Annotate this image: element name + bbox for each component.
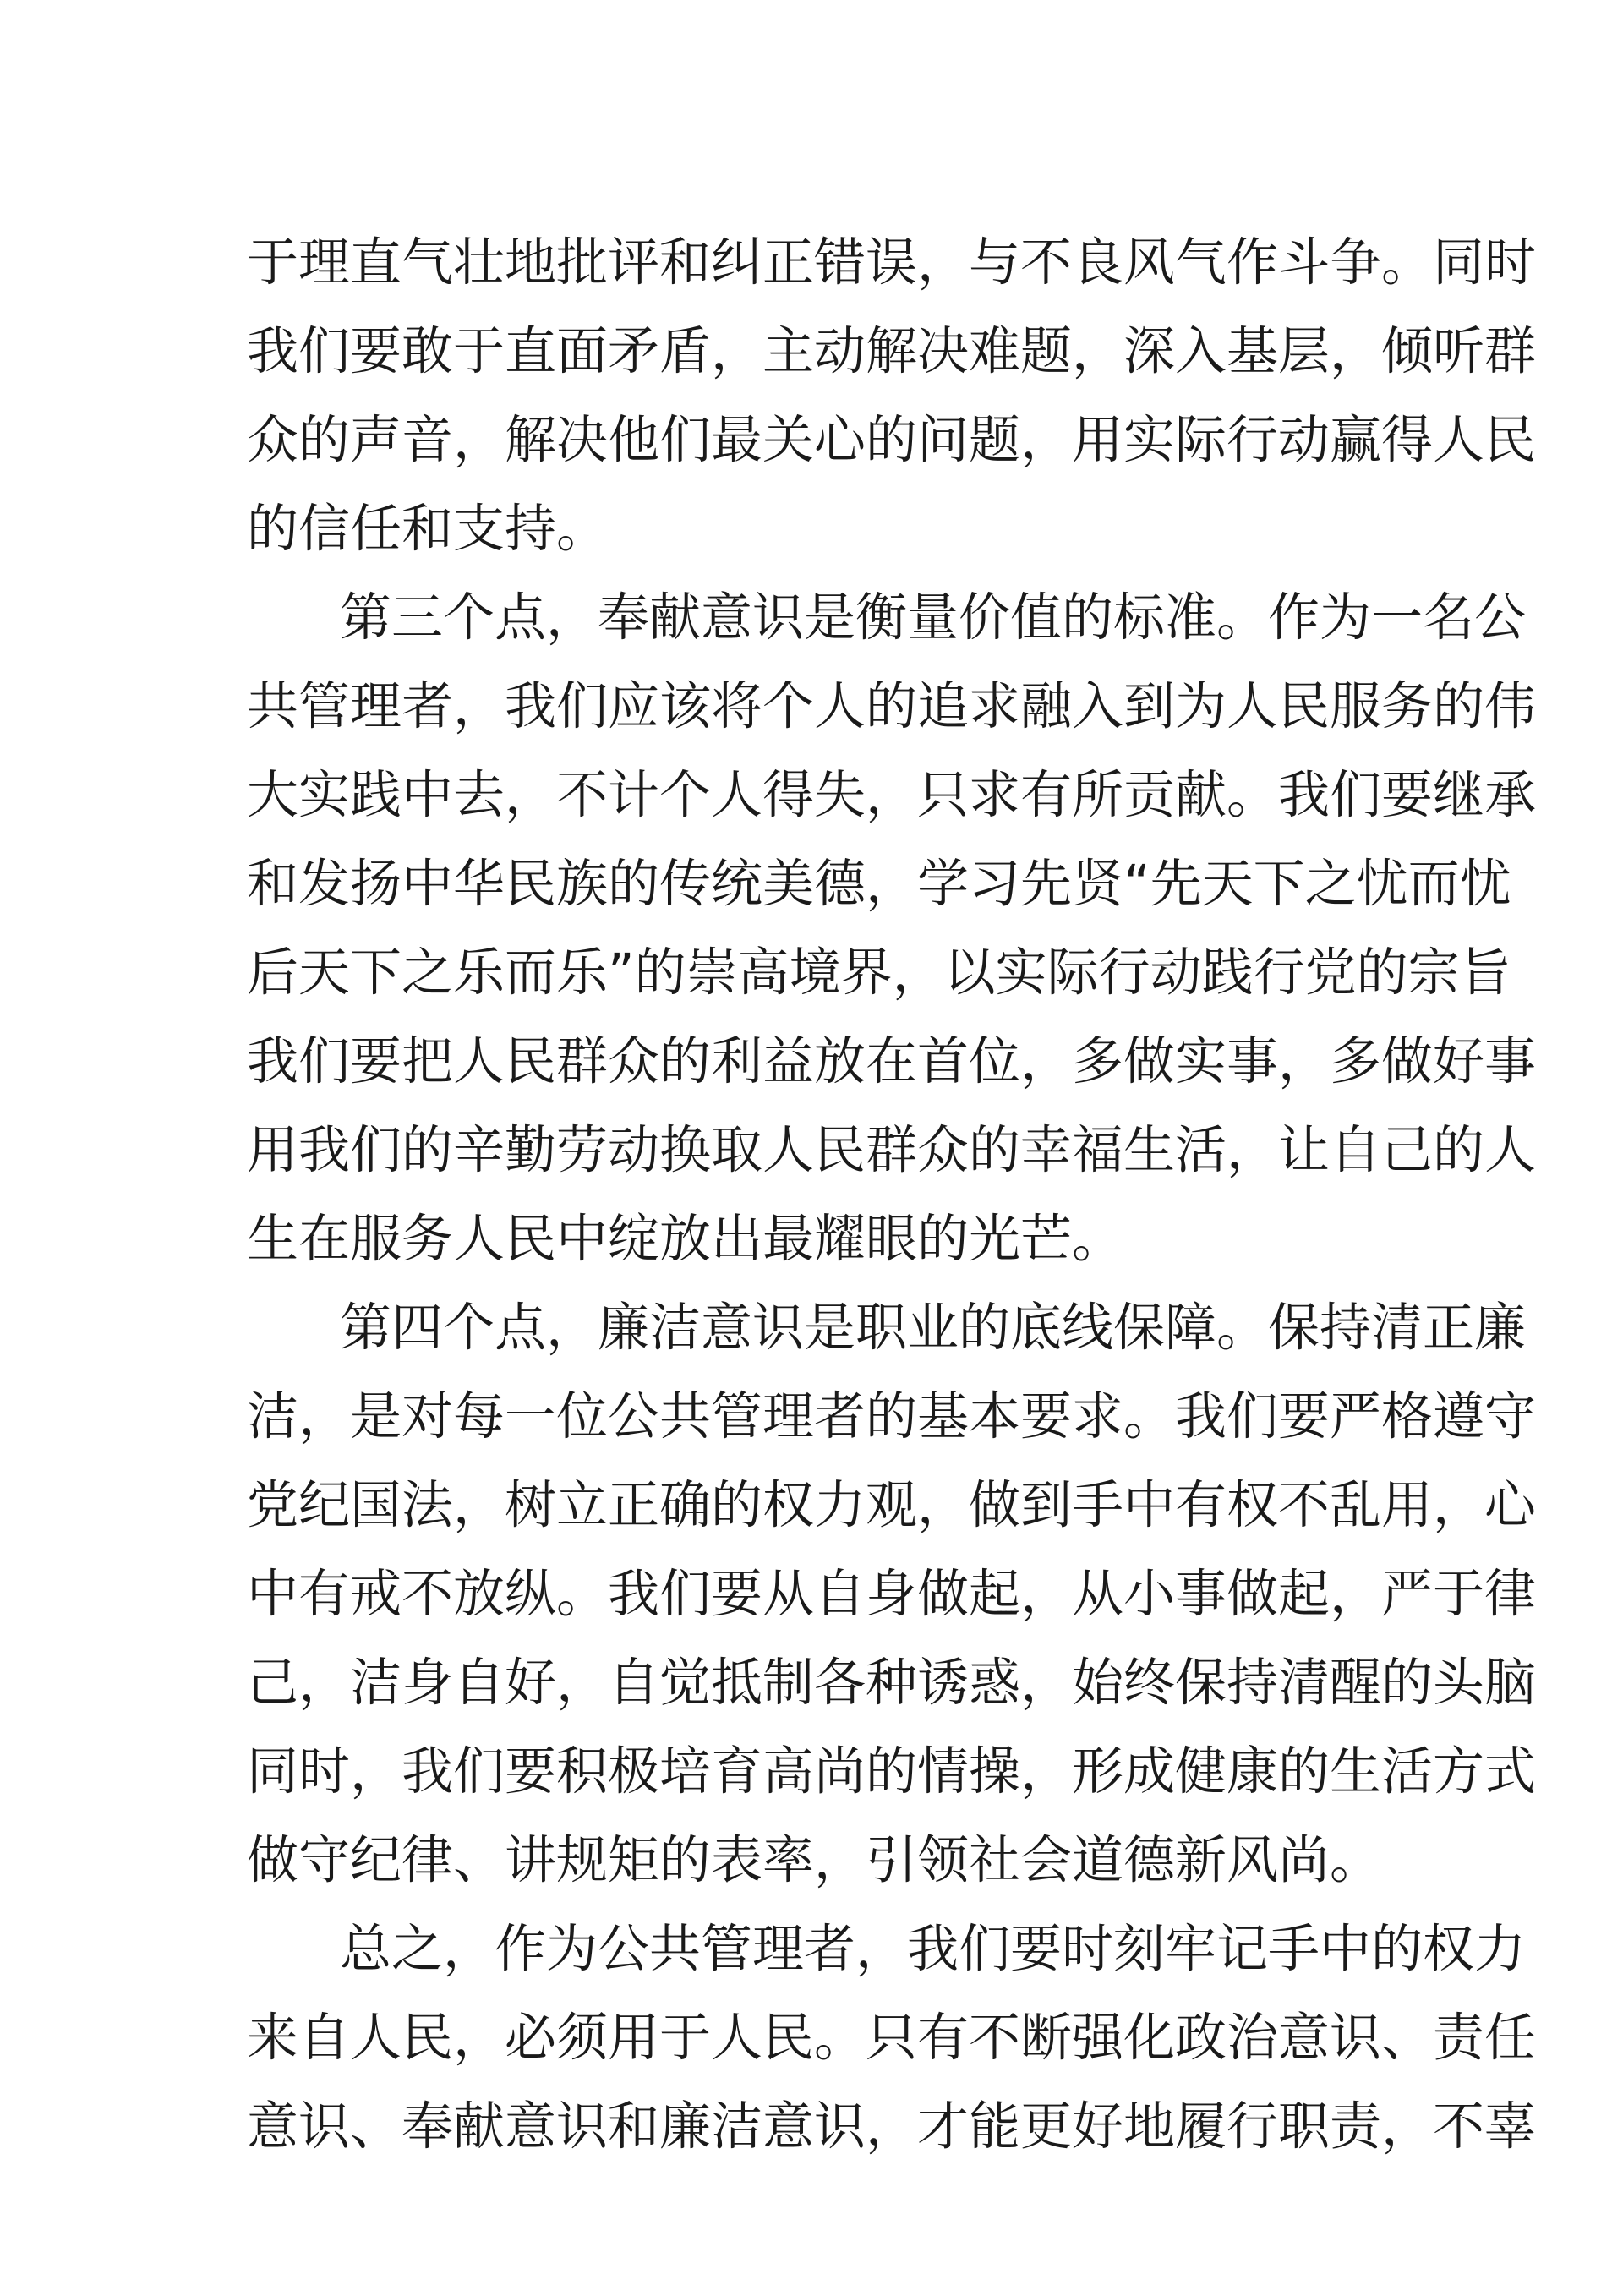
text-line: 的信任和支持。 [247, 499, 609, 559]
paragraph-first-line: 第四个点，廉洁意识是职业的底线保障。保持清正廉 [340, 1298, 1527, 1358]
text-line: 洁，是对每一位公共管理者的基本要求。我们要严格遵守 [247, 1386, 1537, 1446]
text-line: 用我们的辛勤劳动换取人民群众的幸福生活，让自己的人 [247, 1120, 1537, 1180]
text-line: 生在服务人民中绽放出最耀眼的光芒。 [247, 1209, 1124, 1269]
text-line: 同时，我们要积极培育高尚的情操，形成健康的生活方式 [247, 1741, 1537, 1801]
text-line: 中有戒不放纵。我们要从自身做起，从小事做起，严于律 [247, 1564, 1537, 1624]
text-line: 和发扬中华民族的传统美德，学习先贤“先天下之忧而忧 [247, 854, 1511, 914]
text-line: 党纪国法，树立正确的权力观，做到手中有权不乱用，心 [247, 1475, 1537, 1535]
text-line: 共管理者，我们应该将个人的追求融入到为人民服务的伟 [247, 676, 1537, 736]
text-line: 大实践中去，不计个人得失，只求有所贡献。我们要继承 [247, 765, 1537, 825]
document-body [247, 218, 1537, 2171]
text-line: 做守纪律、讲规矩的表率，引领社会道德新风尚。 [247, 1830, 1382, 1890]
text-line: 来自人民，必须用于人民。只有不断强化政治意识、责任 [247, 2008, 1537, 2068]
text-line: 我们要敢于直面矛盾，主动解决难题，深入基层，倾听群 [247, 321, 1537, 381]
text-line: 众的声音，解决他们最关心的问题，用实际行动赢得人民 [247, 410, 1537, 470]
text-line: 我们要把人民群众的利益放在首位，多做实事，多做好事 [247, 1031, 1537, 1091]
paragraph-first-line: 第三个点，奉献意识是衡量价值的标准。作为一名公 [340, 588, 1527, 648]
text-line: 意识、奉献意识和廉洁意识，才能更好地履行职责，不辜 [247, 2096, 1537, 2157]
text-line: 后天下之乐而乐”的崇高境界，以实际行动践行党的宗旨 [247, 943, 1511, 1003]
paragraph-first-line: 总之，作为公共管理者，我们要时刻牢记手中的权力 [340, 1919, 1527, 1979]
text-line: 己，洁身自好，自觉抵制各种诱惑，始终保持清醒的头脑 [247, 1653, 1537, 1713]
text-line: 于理直气壮地批评和纠正错误，与不良风气作斗争。同时 [247, 232, 1537, 292]
